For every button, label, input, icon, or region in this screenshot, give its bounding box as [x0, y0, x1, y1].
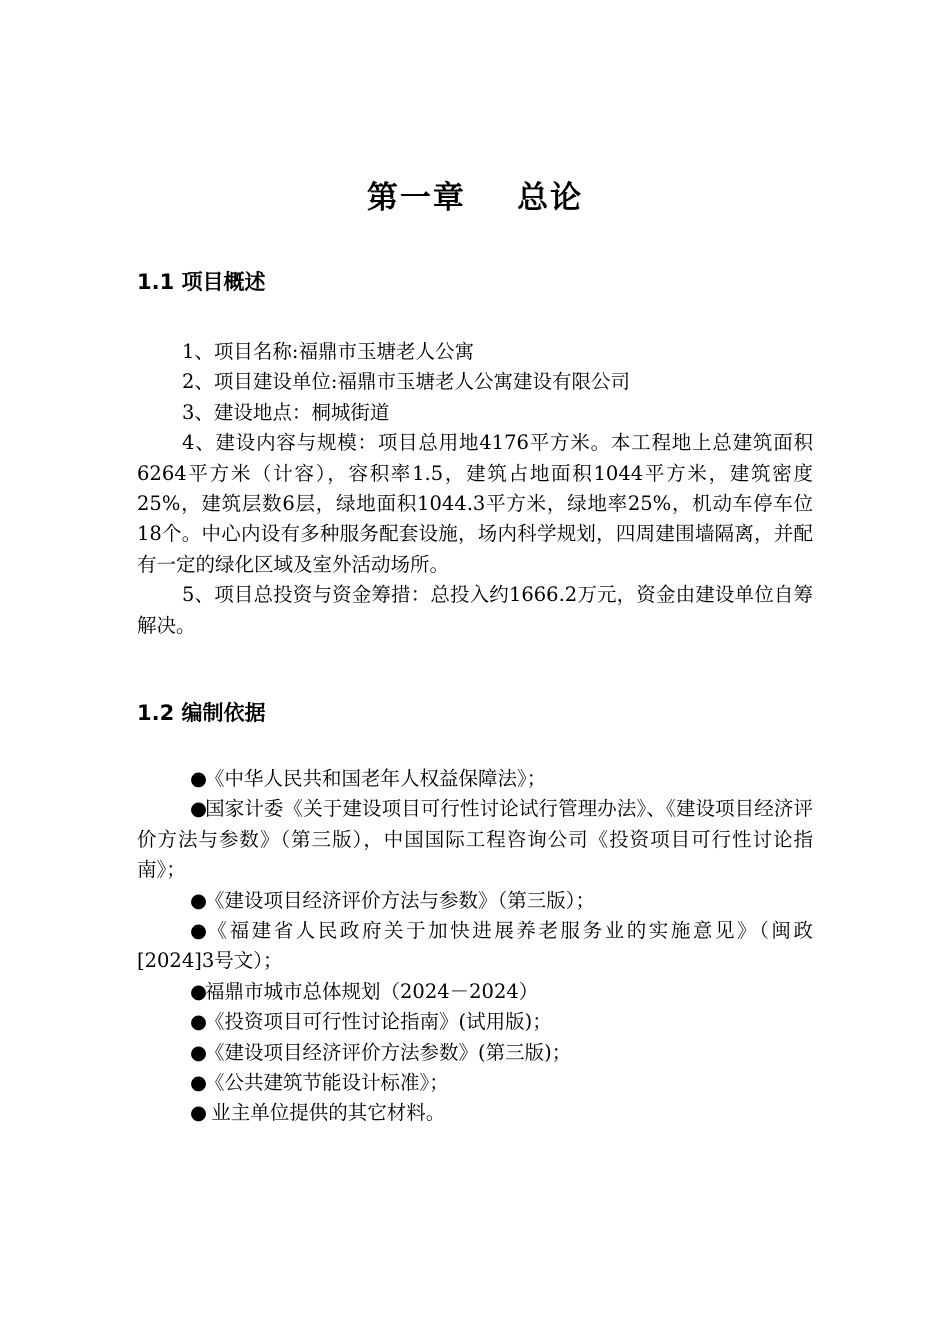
section-body-basis [137, 764, 813, 1129]
bullet-icon: ● [190, 767, 208, 790]
section-heading-basis: 1.2 编制依据 [137, 701, 266, 725]
list-item [137, 977, 813, 1007]
bullet-icon: ● [190, 1040, 208, 1064]
bullet-icon: ● [190, 888, 208, 912]
bullet-icon: ● [190, 797, 208, 821]
bullet-icon: ● [190, 919, 208, 943]
list-item-text: 《建设项目经济评价方法与参数》（第三版）； [205, 888, 596, 912]
section-body-overview [137, 337, 813, 641]
list-item [137, 916, 813, 977]
list-item [137, 1038, 813, 1068]
list-item [137, 886, 813, 916]
chapter-title: 第一章 总论 [366, 180, 584, 216]
list-item-text: 业主单位提供的其它材料。 [205, 1101, 446, 1125]
bullet-icon: ● [190, 1071, 208, 1095]
list-item-text: 《建设项目经济评价方法参数》(第三版)； [205, 1040, 572, 1064]
list-item [137, 1007, 813, 1037]
list-item-text: 《中华人民共和国老年人权益保障法》； [205, 767, 547, 790]
list-item [137, 1098, 813, 1128]
list-item [137, 1068, 813, 1098]
paragraph-content-and-scale: 4、建设内容与规模：项目总用地4176平方米。本工程地上总建筑面积6264平方米（计容），容积率1.5，建筑占地面积1044平方米，建筑密度25%，建筑层数6层，绿地面积1044.3平方米，绿地率25%，机动车停车位18个。中心内设有多种服务配套设施，场内科学规划，四周建围墙隔离，并配有一定的绿化区域及室外活动场所。 [137, 431, 813, 576]
list-item-text: 国家计委《关于建设项目可行性讨论试行管理办法》、《建设项目经济评价方法与参数》（第三版），中国国际工程咨询公司《投资项目可行性讨论指南》； [137, 797, 813, 882]
list-item [137, 794, 813, 885]
section-heading-overview: 1.1 项目概述 [137, 270, 266, 294]
list-item [137, 764, 813, 794]
bullet-icon: ● [190, 1101, 208, 1125]
paragraph-project-name: 1、项目名称:福鼎市玉塘老人公寓 [182, 340, 474, 363]
paragraph-construction-site: 3、建设地点：桐城街道 [182, 400, 390, 424]
list-item-text: 《投资项目可行性讨论指南》(试用版)； [205, 1010, 552, 1034]
list-item-text: 《福建省人民政府关于加快进展养老服务业的实施意见》（闽政[2024]3号文）； [137, 919, 813, 973]
bullet-icon: ● [190, 1010, 208, 1034]
list-item-text: 《公共建筑节能设计标准》； [205, 1071, 449, 1095]
paragraph-construction-unit: 2、项目建设单位:福鼎市玉塘老人公寓建设有限公司 [182, 370, 630, 394]
list-item-text: 福鼎市城市总体规划（2024－2024） [205, 979, 539, 1003]
paragraph-investment-funding: 5、项目总投资与资金筹措：总投入约1666.2万元，资金由建设单位自筹解决。 [137, 583, 813, 637]
bullet-icon: ● [190, 979, 208, 1003]
